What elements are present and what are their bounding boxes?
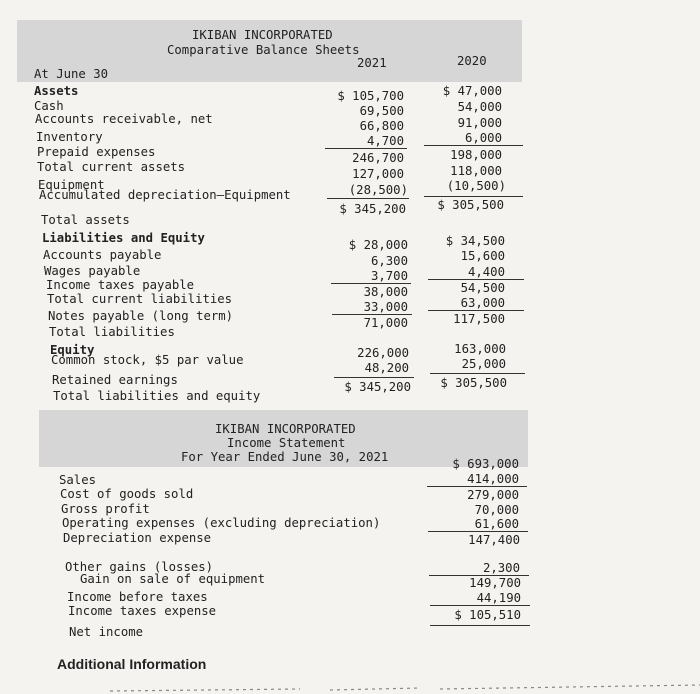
value-operating-expenses: 70,000 (474, 503, 519, 517)
label-income-before-taxes: Income before taxes (67, 590, 208, 604)
label-retained-earnings: Retained earnings (52, 373, 178, 387)
value-2021-total-liabilities: 71,000 (363, 316, 408, 330)
label-total-assets: Total assets (41, 213, 130, 227)
label-depreciation-expense: Depreciation expense (63, 531, 212, 545)
value-2021-cash: $ 105,700 (337, 89, 404, 103)
label-wages-payable: Wages payable (44, 264, 141, 278)
rule-2021-total-liabilities-equity (334, 377, 414, 378)
cut-off-text-fragment (0, 680, 700, 694)
label-equipment: Equipment (38, 178, 105, 192)
rule-2020-current-liabilities (428, 279, 524, 280)
label-accounts-payable: Accounts payable (43, 248, 162, 262)
label-total-liabilities: Total liabilities (49, 325, 175, 339)
value-2021-equipment: 127,000 (352, 167, 404, 181)
label-inventory: Inventory (36, 130, 103, 144)
rule-2020-current-assets (424, 145, 523, 146)
value-2020-accounts-receivable: 54,000 (457, 100, 502, 114)
rule-2021-current-assets (325, 148, 407, 149)
label-sales: Sales (59, 473, 97, 487)
value-2020-total-liabilities: 117,500 (453, 312, 505, 326)
value-2021-prepaid-expenses: 4,700 (366, 134, 404, 148)
label-common-stock: Common stock, $5 par value (51, 353, 244, 367)
label-gross-profit: Gross profit (61, 502, 150, 516)
value-2021-total-assets: $ 345,200 (339, 202, 406, 216)
equity-heading: Equity (50, 343, 95, 357)
rule-depreciation-expense (428, 531, 528, 532)
label-gain-on-sale: Gain on sale of equipment (80, 572, 266, 586)
rule-2020-total-assets (424, 196, 523, 197)
liabilities-heading: Liabilities and Equity (42, 231, 205, 245)
value-2020-total-liabilities-equity: $ 305,500 (440, 376, 507, 390)
label-other-gains: Other gains (losses) (65, 560, 214, 574)
value-2021-income-taxes-payable: 3,700 (370, 269, 408, 283)
value-2020-prepaid-expenses: 6,000 (464, 131, 502, 145)
value-2021-common-stock: 226,000 (357, 346, 409, 360)
date-label: At June 30 (34, 67, 109, 81)
income-statement-company: IKIBAN INCORPORATED (215, 422, 356, 436)
label-accounts-receivable: Accounts receivable, net (35, 112, 213, 126)
value-2020-notes-payable: 63,000 (460, 296, 505, 310)
value-cost-of-goods-sold: 414,000 (467, 472, 519, 486)
label-prepaid-expenses: Prepaid expenses (37, 145, 156, 159)
value-2020-retained-earnings: 25,000 (461, 357, 506, 371)
value-2020-inventory: 91,000 (457, 116, 502, 130)
rule-gain-on-sale (429, 575, 529, 576)
value-2021-retained-earnings: 48,200 (364, 361, 409, 375)
value-2021-inventory: 66,800 (359, 119, 404, 133)
value-2021-wages-payable: 6,300 (370, 254, 408, 268)
rule-2021-total-assets (327, 198, 409, 199)
value-2021-accounts-receivable: 69,500 (359, 104, 404, 118)
value-2020-total-assets: $ 305,500 (437, 198, 504, 212)
value-2020-income-taxes-payable: 4,400 (467, 265, 505, 279)
label-income-taxes-payable: Income taxes payable (46, 278, 195, 292)
value-2021-notes-payable: 33,000 (363, 300, 408, 314)
value-2021-total-current-assets: 246,700 (352, 151, 404, 165)
value-total-expenses: 147,400 (468, 533, 520, 547)
value-2020-cash: $ 47,000 (442, 84, 502, 98)
value-2021-accounts-payable: $ 28,000 (348, 238, 408, 252)
rule-income-taxes-expense (430, 605, 530, 606)
rule-2021-current-liabilities (331, 283, 411, 284)
label-cash: Cash (34, 99, 64, 113)
assets-heading: Assets (34, 84, 79, 98)
balance-sheet-company: IKIBAN INCORPORATED (192, 28, 333, 42)
label-net-income: Net income (69, 625, 144, 639)
rule-2021-total-liabilities (332, 314, 412, 315)
label-total-liabilities-equity: Total liabilities and equity (53, 389, 261, 403)
label-income-taxes-expense: Income taxes expense (68, 604, 217, 618)
value-2020-accounts-payable: $ 34,500 (445, 234, 505, 248)
label-total-current-liabilities: Total current liabilities (47, 292, 233, 306)
value-2020-wages-payable: 15,600 (460, 249, 505, 263)
label-cost-of-goods-sold: Cost of goods sold (60, 487, 194, 501)
value-net-income: $ 105,510 (454, 608, 521, 622)
income-statement-title: Income Statement (227, 436, 346, 450)
label-notes-payable: Notes payable (long term) (48, 309, 234, 323)
value-2020-total-current-liabilities: 54,500 (460, 281, 505, 295)
value-2021-total-liabilities-equity: $ 345,200 (344, 380, 411, 394)
value-2020-total-current-assets: 198,000 (450, 148, 502, 162)
label-total-current-assets: Total current assets (37, 160, 186, 174)
value-2021-total-current-liabilities: 38,000 (363, 285, 408, 299)
value-2020-common-stock: 163,000 (454, 342, 506, 356)
income-statement-period: For Year Ended June 30, 2021 (181, 450, 389, 464)
year-2020-header: 2020 (457, 54, 487, 68)
value-2020-equipment: 118,000 (450, 164, 502, 178)
value-income-taxes-expense: 44,190 (476, 591, 521, 605)
value-sales: $ 693,000 (452, 457, 519, 471)
label-accumulated-depreciation: Accumulated depreciation—Equipment (39, 188, 291, 202)
balance-sheet-title: Comparative Balance Sheets (167, 43, 360, 57)
value-2021-accumulated-depreciation: (28,500) (348, 183, 408, 197)
value-gross-profit: 279,000 (467, 488, 519, 502)
year-2021-header: 2021 (357, 56, 387, 70)
value-income-before-taxes: 149,700 (469, 576, 521, 590)
additional-information-heading: Additional Information (57, 656, 207, 672)
rule-net-income (430, 625, 530, 626)
value-2020-accumulated-depreciation: (10,500) (446, 179, 506, 193)
label-operating-expenses: Operating expenses (excluding depreciation) (62, 516, 381, 530)
rule-2020-total-liabilities-equity (430, 373, 525, 374)
value-gain-on-sale: 2,300 (482, 561, 520, 575)
value-depreciation-expense: 61,600 (474, 517, 519, 531)
rule-2020-total-liabilities (428, 310, 524, 311)
rule-cost-of-goods-sold (427, 486, 527, 487)
